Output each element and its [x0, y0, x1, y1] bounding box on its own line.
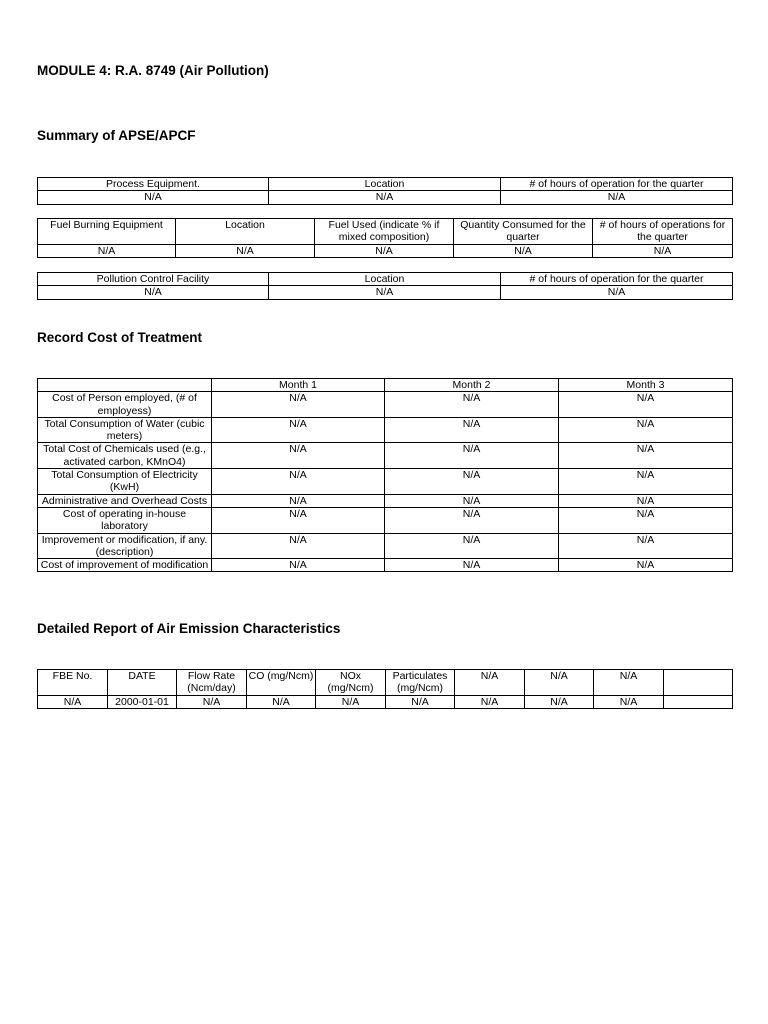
header-cell: Quantity Consumed for the quarter	[454, 219, 593, 245]
table-cell: N/A	[38, 191, 269, 204]
table-cell: N/A	[38, 695, 108, 708]
table-cell: N/A	[385, 417, 559, 443]
table-header-row	[38, 379, 733, 392]
header-cell: Fuel Used (indicate % if mixed composition)	[315, 219, 454, 245]
table-cell: N/A	[385, 533, 559, 559]
table-cell: N/A	[212, 392, 385, 418]
table-cell: N/A	[247, 695, 316, 708]
header-cell: Flow Rate (Ncm/day)	[177, 670, 247, 696]
table-cell: N/A	[315, 244, 454, 257]
table-cell: N/A	[212, 443, 385, 469]
header-cell: Month 1	[212, 379, 385, 392]
table-cell: N/A	[316, 695, 386, 708]
header-cell: N/A	[525, 670, 594, 696]
table-cell: N/A	[269, 286, 501, 299]
header-cell: N/A	[455, 670, 525, 696]
cost-of-treatment-table	[37, 378, 733, 572]
table-cell: N/A	[593, 244, 733, 257]
table-cell: N/A	[386, 695, 455, 708]
table-cell: N/A	[559, 533, 733, 559]
header-cell: # of hours of operation for the quarter	[501, 178, 733, 191]
table-cell: N/A	[385, 469, 559, 495]
header-cell: Process Equipment.	[38, 178, 269, 191]
table-cell: N/A	[212, 417, 385, 443]
table-row	[38, 469, 733, 495]
table-row	[38, 191, 733, 204]
table-cell: N/A	[177, 695, 247, 708]
table-cell: N/A	[559, 494, 733, 507]
table-cell: N/A	[559, 443, 733, 469]
header-cell: Location	[269, 178, 501, 191]
table-cell: N/A	[269, 191, 501, 204]
table-cell: N/A	[501, 191, 733, 204]
header-cell: # of hours of operations for the quarter	[593, 219, 733, 245]
table-row	[38, 494, 733, 507]
table-cell: N/A	[212, 494, 385, 507]
header-cell: Month 3	[559, 379, 733, 392]
table-cell: N/A	[212, 507, 385, 533]
table-cell: N/A	[559, 392, 733, 418]
table-header-row	[38, 670, 733, 696]
header-cell: # of hours of operation for the quarter	[501, 273, 733, 286]
header-cell: Pollution Control Facility	[38, 273, 269, 286]
table-row	[38, 417, 733, 443]
row-label: Total Consumption of Water (cubic meters)	[38, 417, 212, 443]
table-cell: N/A	[212, 469, 385, 495]
header-cell: Location	[176, 219, 315, 245]
table-cell: N/A	[385, 443, 559, 469]
row-label: Cost of Person employed, (# of employess)	[38, 392, 212, 418]
fuel-burning-equipment-table	[37, 218, 733, 258]
section-title-apse-apcf: Summary of APSE/APCF	[37, 128, 196, 143]
header-cell: Particulates (mg/Ncm)	[386, 670, 455, 696]
table-row	[38, 559, 733, 572]
table-cell: N/A	[385, 494, 559, 507]
table-cell: N/A	[385, 507, 559, 533]
header-cell	[664, 670, 733, 696]
table-row	[38, 533, 733, 559]
row-label: Cost of improvement of modification	[38, 559, 212, 572]
process-equipment-table	[37, 177, 733, 205]
section-title-air-emission: Detailed Report of Air Emission Characteristics	[37, 621, 341, 636]
table-header-row	[38, 178, 733, 191]
table-row	[38, 507, 733, 533]
table-cell: N/A	[212, 559, 385, 572]
table-cell: N/A	[176, 244, 315, 257]
row-label: Administrative and Overhead Costs	[38, 494, 212, 507]
table-header-row	[38, 273, 733, 286]
header-cell: Location	[269, 273, 501, 286]
table-row	[38, 392, 733, 418]
table-cell: N/A	[559, 507, 733, 533]
table-row	[38, 443, 733, 469]
table-row	[38, 695, 733, 708]
table-cell: N/A	[559, 417, 733, 443]
air-emission-table	[37, 669, 733, 709]
table-cell: N/A	[501, 286, 733, 299]
table-row	[38, 286, 733, 299]
table-cell: N/A	[38, 286, 269, 299]
module-title: MODULE 4: R.A. 8749 (Air Pollution)	[37, 63, 269, 78]
table-cell: N/A	[38, 244, 176, 257]
row-label: Improvement or modification, if any. (description)	[38, 533, 212, 559]
header-cell: CO (mg/Ncm)	[247, 670, 316, 696]
header-cell: DATE	[108, 670, 177, 696]
header-cell: FBE No.	[38, 670, 108, 696]
table-cell: N/A	[525, 695, 594, 708]
row-label: Total Cost of Chemicals used (e.g., activated carbon, KMnO4)	[38, 443, 212, 469]
row-label: Cost of operating in-house laboratory	[38, 507, 212, 533]
header-cell: Fuel Burning Equipment	[38, 219, 176, 245]
table-header-row	[38, 219, 733, 245]
header-cell	[38, 379, 212, 392]
table-cell: 2000-01-01	[108, 695, 177, 708]
table-cell: N/A	[559, 559, 733, 572]
table-cell: N/A	[455, 695, 525, 708]
table-row	[38, 244, 733, 257]
table-cell: N/A	[212, 533, 385, 559]
table-cell: N/A	[559, 469, 733, 495]
table-cell: N/A	[385, 392, 559, 418]
pollution-control-facility-table	[37, 272, 733, 300]
table-cell: N/A	[385, 559, 559, 572]
table-cell: N/A	[454, 244, 593, 257]
table-cell: N/A	[594, 695, 664, 708]
header-cell: Month 2	[385, 379, 559, 392]
header-cell: N/A	[594, 670, 664, 696]
table-cell	[664, 695, 733, 708]
section-title-cost-of-treatment: Record Cost of Treatment	[37, 330, 203, 345]
row-label: Total Consumption of Electricity (KwH)	[38, 469, 212, 495]
header-cell: NOx (mg/Ncm)	[316, 670, 386, 696]
